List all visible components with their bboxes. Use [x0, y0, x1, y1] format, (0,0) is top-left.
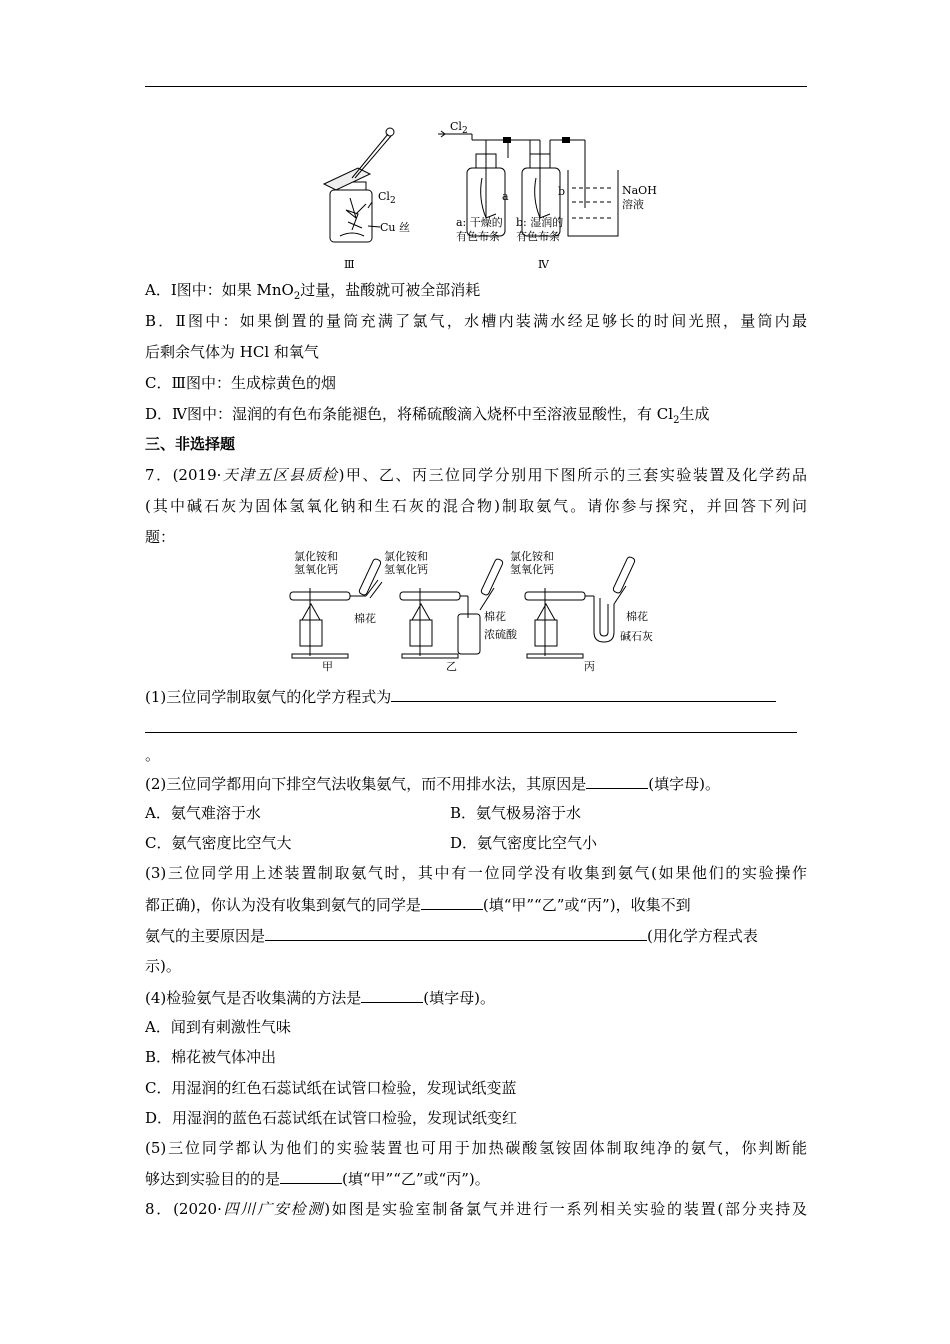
q7-p2-option-a: A．氨气难溶于水 — [145, 804, 261, 822]
q7-p4-option-a: A．闻到有刺激性气味 — [145, 1018, 291, 1036]
jia-name: 甲 — [322, 660, 333, 673]
q7-p5-line1: (5)三位同学都认为他们的实验装置也可用于加热碳酸氢铵固体制取纯净的氨气，你判断能 — [145, 1139, 807, 1157]
q7-p2-row1 — [145, 803, 807, 823]
q7-p2-option-d: D．氨气密度比空气小 — [450, 834, 598, 852]
bing-reagent2: 氢氧化钙 — [510, 563, 554, 576]
figure-apparatus-3-4 — [300, 118, 680, 278]
fig4-caption-b2: 有色布条 — [516, 230, 560, 243]
fig3-roman: Ⅲ — [344, 258, 355, 271]
q7-p2: (2)三位同学都用向下排空气法收集氨气，而不用排水法，其原因是 (填字母)。 — [145, 775, 720, 793]
q7-p1-end: 。 — [145, 746, 161, 764]
q7-p3-line3: 氨气的主要原因是 (用化学方程式表 — [145, 927, 758, 945]
answer-blank-2[interactable] — [586, 773, 648, 789]
q7-p4-option-d: D．用湿润的蓝色石蕊试纸在试管口检验，发现试纸变红 — [145, 1109, 518, 1127]
q7-line2: (其中碱石灰为固体氢氧化钠和生石灰的混合物)制取氨气。请你参与探究，并回答下列问 — [145, 497, 807, 515]
bing-reagent1: 氯化铵和 — [510, 550, 554, 563]
q6-option-b-line1: B．Ⅱ图中：如果倒置的量筒充满了氯气，水槽内装满水经足够长的时间光照，量筒内最 — [145, 312, 807, 330]
yi-acid: 浓硫酸 — [484, 628, 517, 641]
q7-p5-line2: 够达到实验目的的是 (填“甲”“乙”或“丙”)。 — [145, 1170, 490, 1188]
bing-cotton: 棉花 — [626, 610, 648, 623]
q6-option-a: A．Ⅰ图中：如果 MnO$_2$过量，盐酸就可被全部消耗 — [145, 281, 481, 302]
fig4-cl2-label: $Cl_2$ — [450, 120, 468, 136]
fig4-solution-label: 溶液 — [622, 198, 644, 211]
fig4-caption-a2: 有色布条 — [456, 230, 500, 243]
yi-cotton: 棉花 — [484, 610, 506, 623]
q7-p4-option-c: C．用湿润的红色石蕊试纸在试管口检验，发现试纸变蓝 — [145, 1079, 517, 1097]
jia-reagent1: 氯化铵和 — [294, 550, 338, 563]
figure-3-4-svg — [300, 118, 680, 278]
answer-blank-3a[interactable] — [421, 894, 483, 910]
q7-p3-line2: 都正确)，你认为没有收集到氨气的同学是 (填“甲”“乙”或“丙”)，收集不到 — [145, 896, 691, 914]
q7-p4-option-b: B．棉花被气体冲出 — [145, 1048, 277, 1066]
q7-p2-option-b: B．氨气极易溶于水 — [450, 804, 582, 822]
clamp-1 — [503, 137, 511, 143]
clamp-2 — [562, 137, 570, 143]
q7-p3-line4: 示)。 — [145, 957, 181, 975]
q7-line3: 题： — [145, 528, 176, 546]
figure-q7-svg — [280, 548, 670, 676]
yi-reagent1: 氯化铵和 — [384, 550, 428, 563]
q6-option-d: D．Ⅳ图中：湿润的有色布条能褪色，将稀硫酸滴入烧杯中至溶液显酸性，有 $Cl_2$生成 — [145, 405, 710, 426]
header-rule — [145, 86, 807, 87]
answer-blank-3b[interactable] — [265, 925, 647, 941]
yi-reagent2: 氢氧化钙 — [384, 563, 428, 576]
jia-reagent2: 氢氧化钙 — [294, 563, 338, 576]
fig3-cl2-label: $Cl_2$ — [378, 190, 396, 206]
bing-name: 丙 — [584, 660, 595, 673]
figure-q7-apparatus — [280, 548, 670, 676]
fig4-roman: Ⅳ — [538, 258, 549, 271]
answer-blank-5[interactable] — [280, 1168, 342, 1184]
q6-option-b-line2: 后剩余气体为 HCl 和氧气 — [145, 343, 319, 361]
q7-p1: (1)三位同学制取氨气的化学方程式为 — [145, 686, 807, 707]
answer-blank-1[interactable] — [391, 686, 776, 702]
jia-cotton: 棉花 — [354, 612, 376, 625]
fig4-caption-b1: b: 湿润的 — [516, 216, 564, 229]
fig4-caption-a1: a: 干燥的 — [456, 216, 503, 229]
fig4-label-b: b — [558, 185, 566, 198]
q7-p1-blank-line — [145, 717, 807, 738]
q6-option-c: C．Ⅲ图中：生成棕黄色的烟 — [145, 374, 336, 392]
section3-title: 三、非选择题 — [145, 435, 236, 453]
q7-line1: 7．(2019·天津五区县质检)甲、乙、丙三位同学分别用下图所示的三套实验装置及化学药品 — [145, 466, 807, 484]
bing-lime: 碱石灰 — [620, 630, 653, 643]
q7-p2-row2 — [145, 833, 807, 853]
yi-name: 乙 — [446, 660, 457, 673]
fig4-naoh-label: NaOH — [622, 184, 657, 197]
q7-p3-line1: (3)三位同学用上述装置制取氨气时，其中有一位同学没有收集到氨气(如果他们的实验操作 — [145, 864, 807, 882]
answer-blank-4[interactable] — [361, 987, 423, 1003]
q7-p4: (4)检验氨气是否收集满的方法是 (填字母)。 — [145, 989, 495, 1007]
fig3-cu-label: Cu 丝 — [380, 221, 410, 234]
q8-line1: 8．(2020·四川广安检测)如图是实验室制备氯气并进行一系列相关实验的装置(部分夹持及 — [145, 1200, 807, 1218]
fig4-label-a: a — [502, 190, 509, 203]
q7-p2-option-c: C．氨气密度比空气大 — [145, 834, 292, 852]
answer-blank-1b[interactable] — [145, 717, 797, 733]
